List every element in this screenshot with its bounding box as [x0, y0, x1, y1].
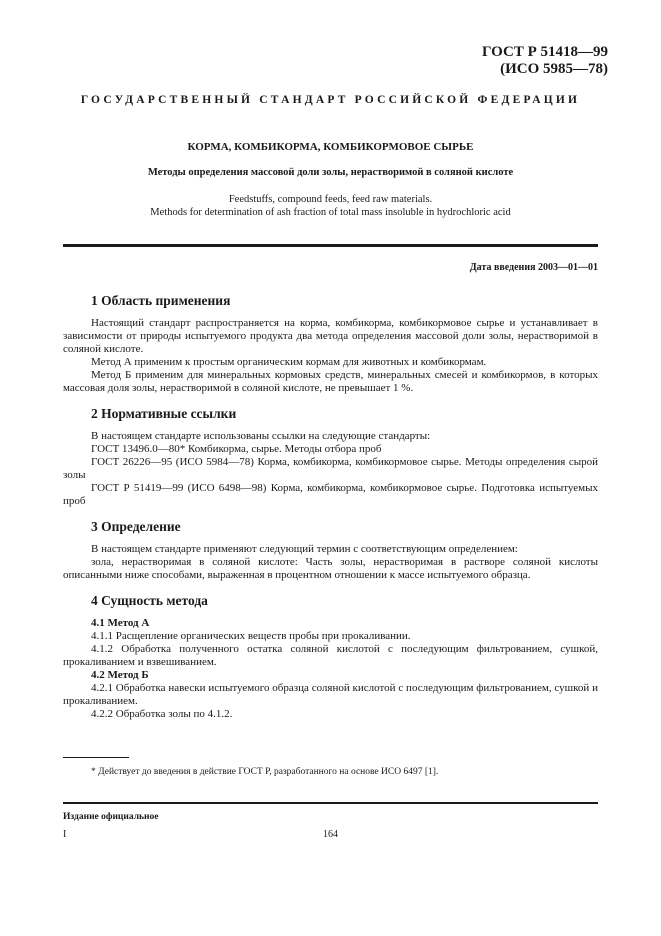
section-2-reference: ГОСТ Р 51419—99 (ИСО 6498—98) Корма, комбикорма, комбикормовое сырье. Подготовка испытуемых проб [63, 482, 598, 507]
english-title-line-1: Feedstuffs, compound feeds, feed raw materials. [228, 194, 433, 205]
section-2-paragraph: В настоящем стандарте использованы ссылки на следующие стандарты: [91, 430, 431, 442]
iso-number: (ИСО 5985—78) [500, 61, 608, 77]
section-3-paragraph: В настоящем стандарте применяют следующий термин с соответствующим определением: [91, 543, 518, 555]
section-1-paragraph: Метод Б применим для минеральных кормовых средств, минеральных смесей и комбикормов, в которых массовая доля золы, нерастворимой в соляной кислоте, не превышает 1 %. [63, 369, 598, 394]
method-b-heading: 4.2 Метод Б [91, 669, 149, 681]
english-title-line-2: Methods for determination of ash fraction of total mass insoluble in hydrochloric acid [150, 206, 511, 218]
section-2-reference: ГОСТ 13496.0—80* Комбикорма, сырье. Методы отбора проб [91, 443, 382, 455]
section-3-heading: 3 Определение [91, 519, 181, 534]
document-body [63, 293, 598, 721]
section-4-paragraph: 4.1.1 Расщепление органических веществ пробы при прокаливании. [91, 630, 411, 642]
method-a-heading: 4.1 Метод А [91, 617, 150, 629]
document-subtitle: Методы определения массовой доли золы, нерастворимой в соляной кислоте [147, 167, 514, 178]
section-1-paragraph: Метод А применим к простым органическим кормам для животных и комбикормам. [91, 356, 487, 368]
section-4-heading: 4 Сущность метода [91, 593, 208, 608]
footnote: * Действует до введения в действие ГОСТ Р, разработанного на основе ИСО 6497 [1]. [91, 767, 439, 777]
section-2-heading: 2 Нормативные ссылки [91, 406, 237, 421]
footer-divider [63, 802, 598, 804]
edition-label: Издание официальное [63, 812, 159, 822]
document-title: КОРМА, КОМБИКОРМА, КОМБИКОРМОВОЕ СЫРЬЕ [187, 141, 474, 153]
introduction-date: Дата введения 2003—01—01 [469, 262, 598, 273]
roman-numeral: I [63, 829, 67, 840]
gost-header [482, 44, 608, 78]
section-4-paragraph: 4.1.2 Обработка полученного остатка соляной кислотой с последующим фильтрованием, сушкой, прокаливанием и взвешиванием. [63, 643, 598, 668]
state-standard-banner: ГОСУДАРСТВЕННЫЙ СТАНДАРТ РОССИЙСКОЙ ФЕДЕРАЦИИ [80, 94, 581, 106]
page-number: 164 [323, 829, 338, 840]
english-title [63, 194, 598, 219]
section-2-reference: ГОСТ 26226—95 (ИСО 5984—78) Корма, комбикорма, комбикормовое сырье. Методы определения сырой золы [63, 456, 598, 481]
gost-number: ГОСТ Р 51418—99 [481, 44, 608, 60]
section-3-definition: зола, нерастворимая в соляной кислоте: Часть золы, нерастворимая в растворе соляной кислоты описанными ниже способами, выраженная в процентном отношении к массе испытуемого образца. [63, 556, 598, 581]
footnote-separator [63, 757, 129, 758]
title-divider [63, 244, 598, 247]
section-4-paragraph: 4.2.2 Обработка золы по 4.1.2. [91, 708, 233, 720]
section-1-heading: 1 Область применения [91, 293, 231, 308]
section-1-paragraph: Настоящий стандарт распространяется на корма, комбикорма, комбикормовое сырье и устанавливает в зависимости от природы испытуемого продукта два метода определения массовой доли золы, нерастворимой в соляной кислоте. [63, 317, 598, 355]
section-4-paragraph: 4.2.1 Обработка навески испытуемого образца соляной кислотой с последующим фильтрованием, сушкой и прокаливанием. [63, 682, 598, 707]
